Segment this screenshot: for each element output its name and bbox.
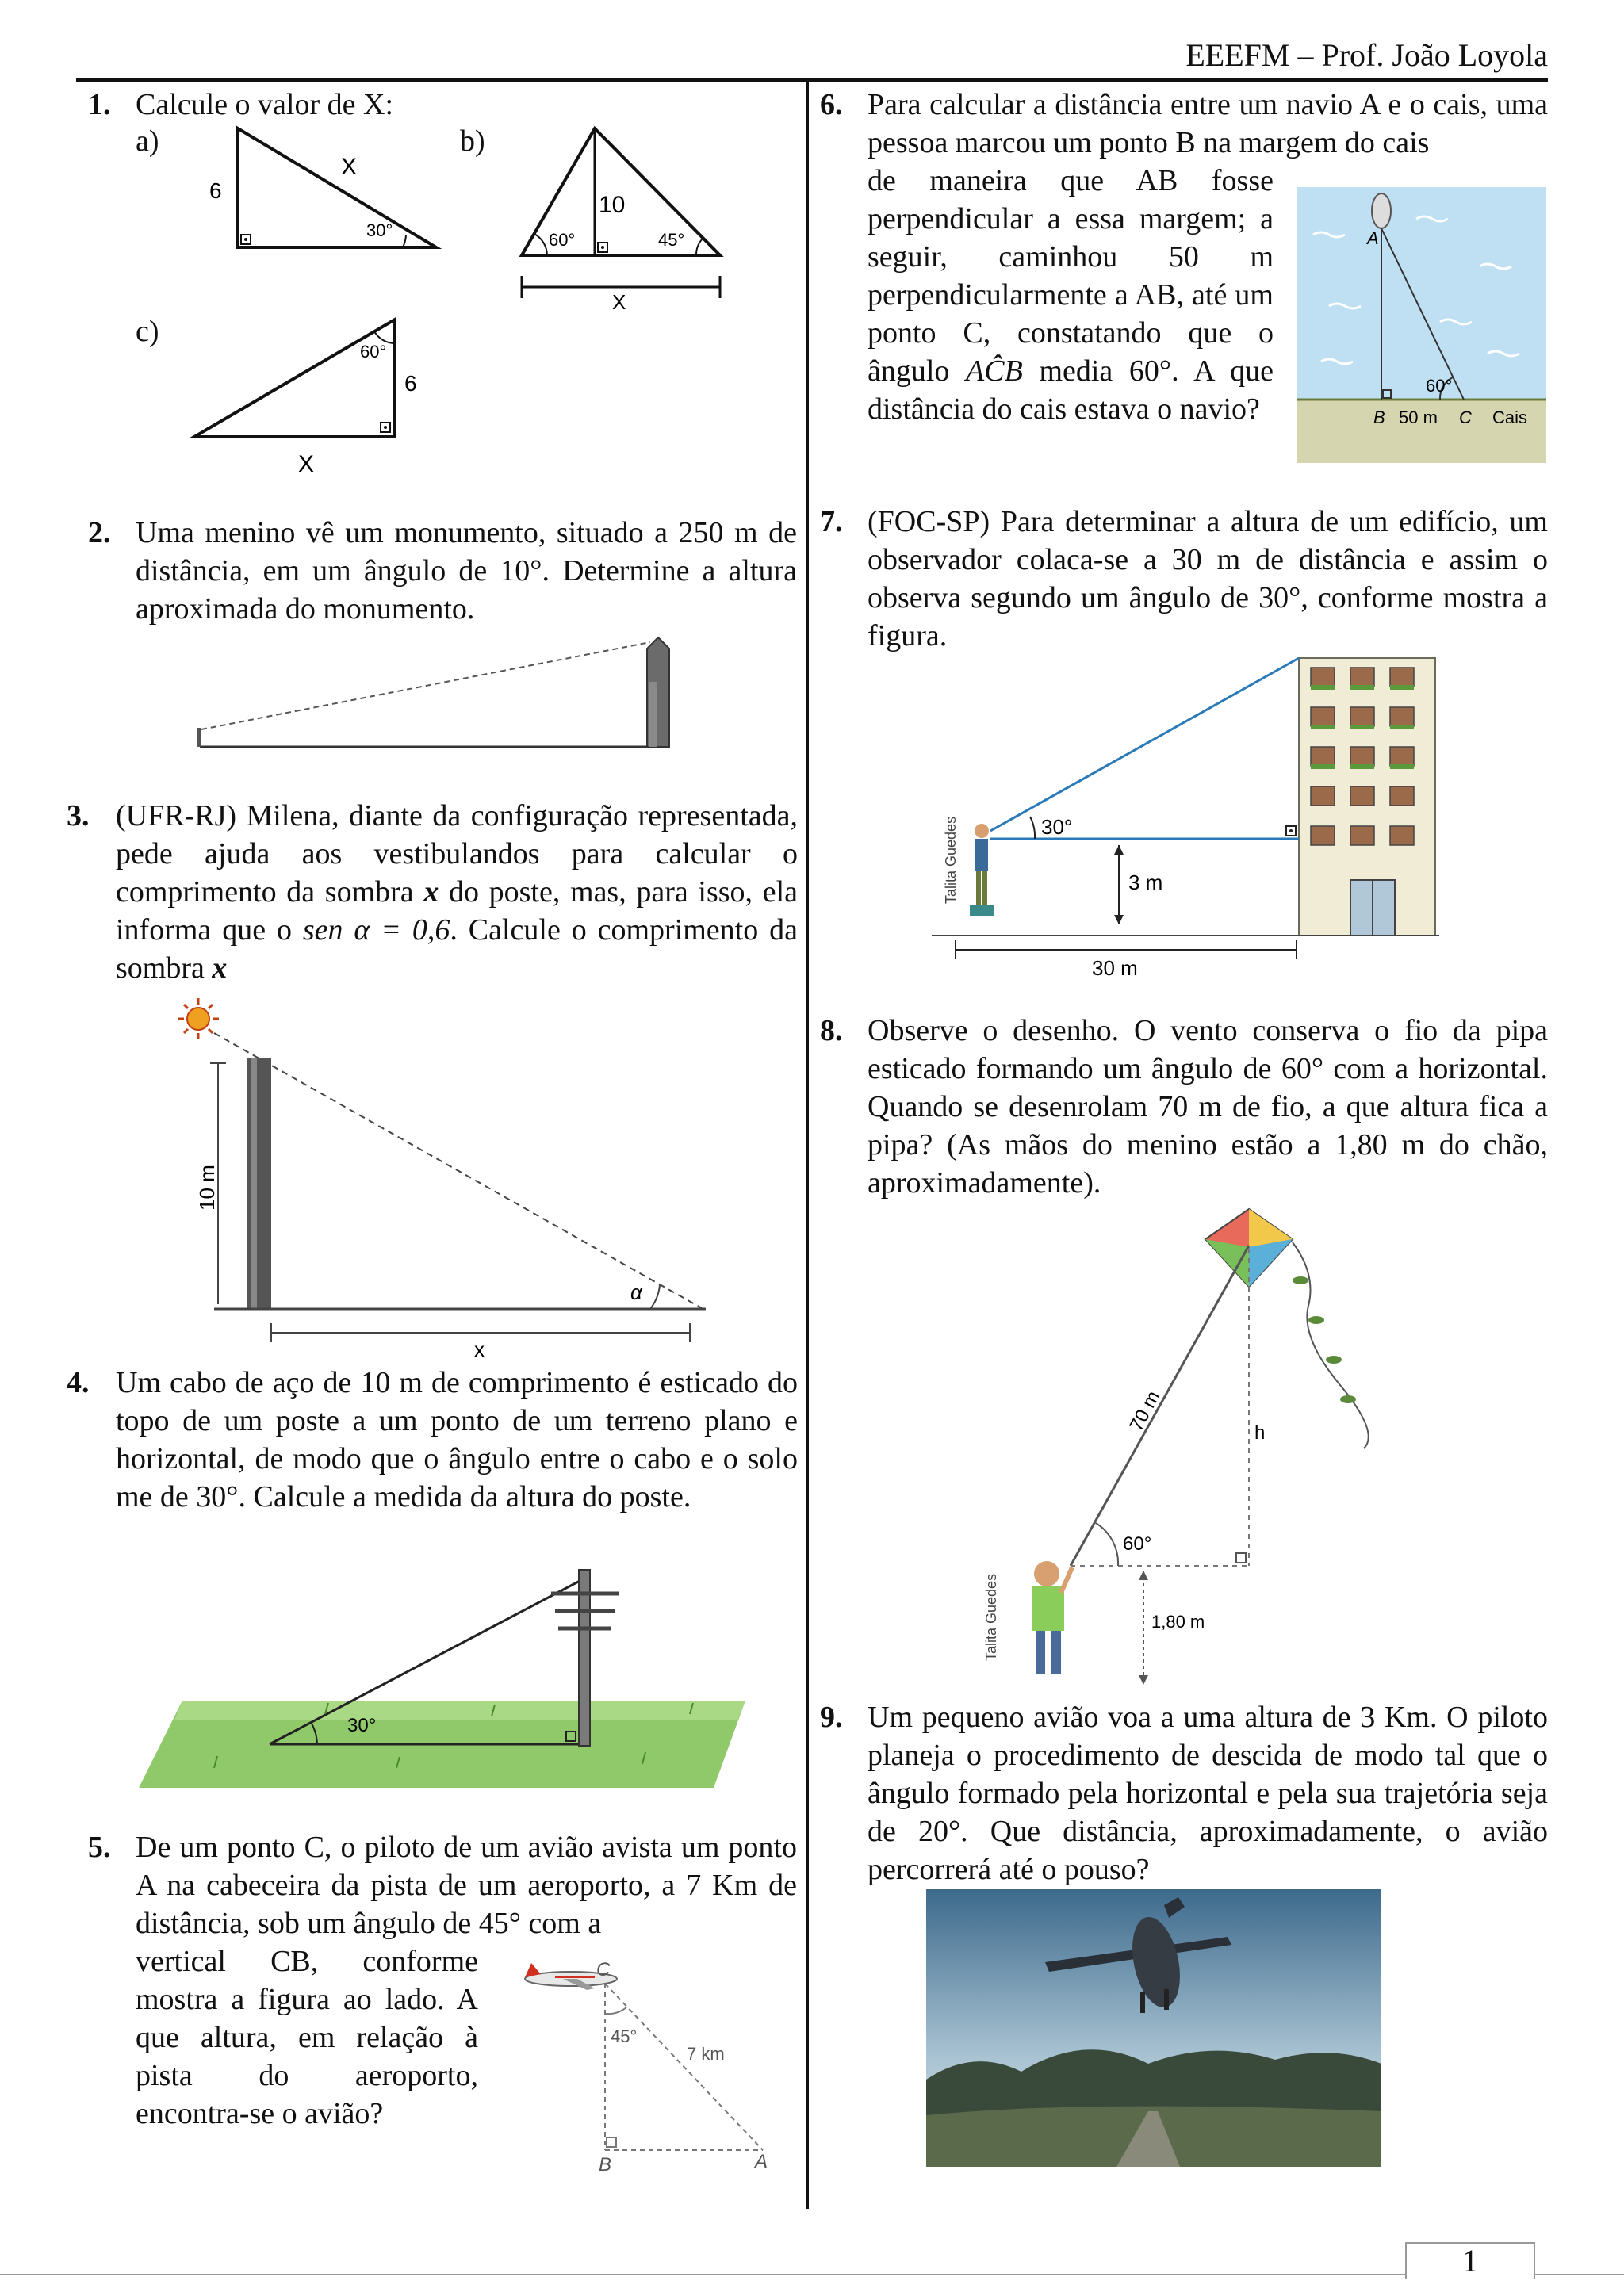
question-5 xyxy=(88,1828,797,1942)
page-number: 1 xyxy=(1405,2242,1535,2279)
q7-height-label: 3 m xyxy=(1128,871,1163,894)
q6-point-b: B xyxy=(1373,408,1385,427)
q1c-angle-label: 60° xyxy=(360,342,387,362)
question-3-number: 3. xyxy=(67,799,90,832)
q3-alpha-label: α xyxy=(630,1280,642,1304)
question-3 xyxy=(67,797,799,987)
q4-pole-figure xyxy=(135,1546,753,1792)
q8-angle-label: 60° xyxy=(1123,1533,1152,1555)
q6-point-c: C xyxy=(1459,408,1472,427)
question-5-number: 5. xyxy=(88,1831,111,1864)
question-5-text-a: De um ponto C, o piloto de um avião avista um ponto A na cabeceira da pista de um aeroporto, a 7 Km de distância, sob um ângulo de 45° com a xyxy=(136,1831,797,1940)
q4-angle-label: 30° xyxy=(347,1715,377,1736)
q1a-hyp-label: X xyxy=(341,154,358,180)
q6-cais-label: Cais xyxy=(1492,408,1528,427)
q7-dist-label: 30 m xyxy=(1092,956,1138,980)
q2-monument-figure xyxy=(190,634,682,753)
q1b-angle-right: 45° xyxy=(658,230,685,250)
question-8 xyxy=(820,1012,1548,1202)
footer-rule xyxy=(0,2274,1624,2275)
question-9-text: Um pequeno avião voa a uma altura de 3 Km. O piloto planeja o procedimento de descida de modo tal que o ângulo formado pela horizontal e pela sua trajetória seja de 20°. Que distância, aproximadamente, o avião percorrerá até o pouso? xyxy=(868,1701,1548,1886)
q6-dist-label: 50 m xyxy=(1399,408,1438,427)
question-8-text: Observe o desenho. O vento conserva o fio da pipa esticado formando um ângulo de 60° com a horizontal. Quando se desenrolam 70 m de fio, a que altura fica a pipa? (As mãos do menino estão a 1,80 m do chão, aproximadamente). xyxy=(868,1014,1548,1200)
q5-point-c: C xyxy=(596,1959,611,1980)
header-rule xyxy=(76,78,1548,82)
question-2-number: 2. xyxy=(88,516,111,549)
question-3-text-c: . Calcule o comprimento da sombra xyxy=(116,913,799,985)
q1c-triangle-figure xyxy=(190,313,444,480)
q5-point-b: B xyxy=(599,2154,612,2172)
question-7-text: (FOC-SP) Para determinar a altura de um edifício, um observador colaca-se a 30 m de distância e assim o observa segundo um ângulo de 30°, conforme mostra a figura. xyxy=(868,505,1548,652)
question-3-text-a: (UFR-RJ) Milena, diante da configuração representada, pede ajuda aos vestibulandos para calcular o comprimento da sombra xyxy=(116,799,798,909)
q5-dist-label: 7 km xyxy=(687,2044,725,2064)
question-6-text-a: Para calcular a distância entre um navio A e o cais, uma pessoa marcou um ponto B na margem do cais xyxy=(868,88,1548,159)
q3-height-label: 10 m xyxy=(195,1165,219,1211)
q2-sight-line xyxy=(201,642,650,729)
q1a-angle-arc xyxy=(403,235,406,247)
q8-kite-figure xyxy=(967,1201,1411,1693)
question-4 xyxy=(67,1364,798,1516)
question-4-text: Um cabo de aço de 10 m de comprimento é esticado do topo de um poste a um ponto de um terreno plano e horizontal, de modo que o ângulo entre o cabo e o solo me de 30°. Calcule a medida da altura do poste. xyxy=(116,1366,798,1513)
q1b-height-label: 10 xyxy=(599,192,626,218)
q1c-label: c) xyxy=(136,315,159,348)
q1c-base-label: X xyxy=(298,451,315,477)
q6-sea xyxy=(1297,187,1546,400)
question-8-number: 8. xyxy=(820,1014,843,1047)
question-1-number: 1. xyxy=(88,88,111,121)
q5-angle-label: 45° xyxy=(611,2026,638,2046)
q1a-triangle xyxy=(238,128,436,247)
q6-ship-figure xyxy=(1297,187,1546,463)
question-5-text-b: vertical CB, conforme mostra a figura ao lado. A que altura, em relação à pista do aeroporto, encontra-se o avião? xyxy=(136,1945,478,2130)
sun-icon xyxy=(178,998,219,1039)
q7-credit: Talita Guedes xyxy=(943,816,959,904)
question-6-continued xyxy=(868,162,1274,428)
question-1 xyxy=(88,86,802,124)
q7-building-figure xyxy=(932,650,1439,983)
q5-airplane-figure xyxy=(508,1950,785,2172)
question-9-number: 9. xyxy=(820,1701,843,1734)
q7-observer-stand xyxy=(970,905,994,916)
q1b-base-label: X xyxy=(612,290,626,313)
q6-point-a: A xyxy=(1367,228,1379,248)
boy-person-icon xyxy=(1032,1561,1072,1674)
question-6-text-c: media 60°. A que distância do cais estava o navio? xyxy=(868,354,1274,426)
q1c-triangle xyxy=(194,320,395,437)
question-7 xyxy=(820,503,1548,655)
question-6-math: AĈB xyxy=(966,354,1023,388)
q1b-label: b) xyxy=(460,124,485,158)
q8-h-label: h xyxy=(1254,1422,1266,1444)
question-6 xyxy=(820,86,1548,162)
q5-sight-ca xyxy=(605,1984,763,2150)
question-3-math: sen α = 0,6 xyxy=(302,913,450,947)
question-2-text: Uma menino vê um monumento, situado a 250 m de distância, em um ângulo de 10°. Determine a altura aproximada do monumento. xyxy=(136,516,797,626)
ship-icon xyxy=(1372,193,1391,228)
question-6-number: 6. xyxy=(820,88,843,121)
question-3-text-b: do poste, mas, para isso, ela informa que o xyxy=(116,875,798,947)
observer-person-icon xyxy=(975,824,989,905)
question-7-number: 7. xyxy=(820,505,843,538)
q1c-side-label: 6 xyxy=(404,371,417,396)
question-6-text-b: de maneira que AB fosse perpendicular a essa margem; a seguir, caminhou 50 m perpendicularmente a AB, até um ponto C, constatando que o ângulo xyxy=(868,164,1274,388)
question-4-number: 4. xyxy=(67,1366,90,1399)
q1a-triangle-figure xyxy=(190,119,452,258)
q4-pole xyxy=(579,1570,590,1746)
q8-credit: Talita Guedes xyxy=(983,1573,999,1661)
q1a-angle-label: 30° xyxy=(366,220,393,240)
page-header: EEEFM – Prof. João Loyola xyxy=(1185,37,1548,73)
q8-hand-label: 1,80 m xyxy=(1151,1612,1205,1632)
question-1-text: Calcule o valor de X: xyxy=(136,88,394,121)
q9-airplane-photo xyxy=(926,1889,1381,2167)
q2-observer xyxy=(197,728,201,747)
q6-angle-label: 60° xyxy=(1426,376,1453,396)
q1b-triangle-figure xyxy=(515,119,733,313)
q1a-label: a) xyxy=(136,124,159,158)
q8-kite-tail xyxy=(1293,1242,1369,1448)
q3-base-label: x xyxy=(474,1337,485,1360)
q1b-angle-left: 60° xyxy=(549,230,576,250)
question-2 xyxy=(88,514,797,628)
question-3-var-x2: x xyxy=(212,951,228,985)
question-9 xyxy=(820,1698,1548,1888)
column-divider xyxy=(806,79,809,2209)
q1a-side-label: 6 xyxy=(209,178,222,203)
question-3-var-x: x xyxy=(423,875,439,909)
q3-pole-figure xyxy=(174,995,714,1360)
q5-point-a: A xyxy=(755,2151,768,2172)
q7-sight-line xyxy=(990,658,1299,831)
q7-angle-label: 30° xyxy=(1041,815,1073,839)
q8-string-label: 70 m xyxy=(1125,1387,1165,1435)
question-5-continued xyxy=(136,1942,478,2133)
q3-sun-ray xyxy=(214,1033,702,1308)
